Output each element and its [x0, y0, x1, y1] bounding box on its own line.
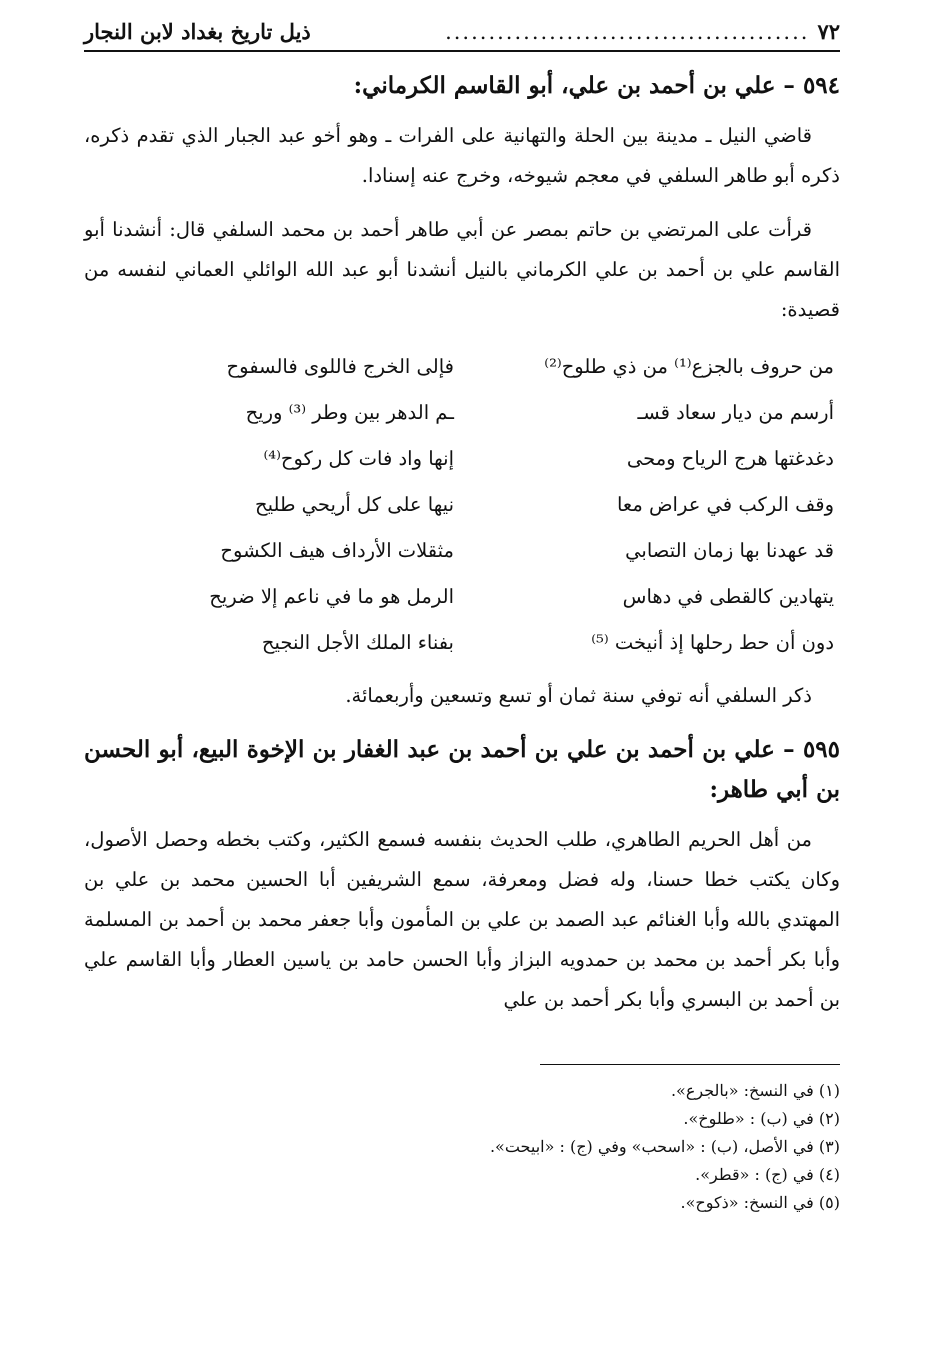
poem-verse: [84, 344, 840, 390]
page: [84, 14, 840, 1217]
verse-first-half: من حروف بالجزع⁽¹⁾ من ذي طلوح⁽²⁾: [544, 355, 834, 378]
verse-second-half: الرمل هو ما في ناعم إلا ضريح: [209, 585, 454, 608]
paragraph: من أهل الحريم الطاهري، طلب الحديث بنفسه فسمع الكثير، وكتب بخطه وحصل الأصول، وكان يكتب خطا حسنا، وله فضل ومعرفة، سمع الشريفين أبا الحسين محمد بن علي بن المهتدي بالله وأبا الغنائم عبد الصمد بن علي بن المأمون وأبا جعفر محمد بن أحمد بن المسلمة وأبا بكر أحمد بن محمد بن حمدويه البزاز وأبا الحسن حامد بن ياسين العطار وأبا القاسم علي بن أحمد بن البسري وأبا بكر أحمد بن علي: [84, 828, 840, 1011]
poem-verse: [84, 574, 840, 620]
verse-second-half: نيها على كل أريحي طليح: [255, 493, 454, 516]
footnote-divider: [540, 1064, 840, 1065]
verse-first-half: قد عهدنا بها زمان التصابي: [625, 539, 834, 562]
verse-second-half: فإلى الخرج فاللوى فالسفوح: [226, 355, 454, 378]
closing-paragraph: ذكر السلفي أنه توفي سنة ثمان أو تسع وتسعين وأربعمائة.: [345, 684, 812, 707]
verse-second-half: ـم الدهر بين وطر ⁽³⁾ وريح: [245, 401, 454, 424]
poem-verse: [84, 528, 840, 574]
entry-title: ٥٩٤ – علي بن أحمد بن علي، أبو القاسم الكرماني:: [353, 72, 840, 99]
footnote: (٤) في (ج) : «قطر».: [695, 1165, 840, 1184]
verse-first-half: دون أن حط رحلها إذ أنيخت ⁽⁵⁾: [591, 631, 834, 654]
page-number: ٧٢: [817, 19, 840, 44]
verse-second-half: إنها واد فات كل ركوح⁽⁴⁾: [263, 447, 454, 470]
header-dots: ..........................................: [445, 20, 810, 44]
verse-second-half: بفناء الملك الأجل النجيح: [261, 631, 454, 654]
paragraph: قاضي النيل ـ مدينة بين الحلة والتهانية على الفرات ـ وهو أخو عبد الجبار الذي تقدم ذكره، ذكره أبو طاهر السلفي في معجم شيوخه، وخرج عنه إسنادا.: [84, 124, 840, 187]
footnote: (٣) في الأصل، (ب) : «اسحب» وفي (ج) : «ابيحت».: [489, 1137, 840, 1156]
running-header: [84, 14, 840, 52]
poem: [84, 344, 840, 666]
poem-verse: [84, 620, 840, 666]
poem-verse: [84, 390, 840, 436]
verse-first-half: دغدغتها هرج الرياح ومحى: [626, 447, 834, 470]
book-title: ذيل تاريخ بغداد لابن النجار: [84, 19, 311, 44]
entry-title: ٥٩٥ – علي بن أحمد بن علي بن أحمد بن عبد الغفار بن الإخوة البيع، أبو الحسن بن أبي طاهر:: [84, 736, 840, 803]
footnote: (١) في النسخ: «بالجرع».: [670, 1081, 840, 1100]
paragraph: قرأت على المرتضي بن حاتم بمصر عن أبي طاهر أحمد بن محمد السلفي قال: أنشدنا أبو القاسم علي بن أحمد بن علي الكرماني بالنيل أنشدنا أبو عبد الله الوائلي العماني لنفسه من قصيدة:: [84, 218, 840, 321]
verse-first-half: أرسم من ديار سعاد قسـ: [637, 401, 834, 424]
footnote: (٥) في النسخ: «ذكوح».: [680, 1193, 840, 1212]
verse-first-half: وقف الركب في عراض معا: [616, 493, 834, 516]
footnote: (٢) في (ب) : «طلوخ».: [683, 1109, 840, 1128]
verse-first-half: يتهادين كالقطى في دهاس: [622, 585, 834, 608]
poem-verse: [84, 482, 840, 528]
poem-verse: [84, 436, 840, 482]
verse-second-half: مثقلات الأرداف هيف الكشوح: [220, 539, 454, 562]
